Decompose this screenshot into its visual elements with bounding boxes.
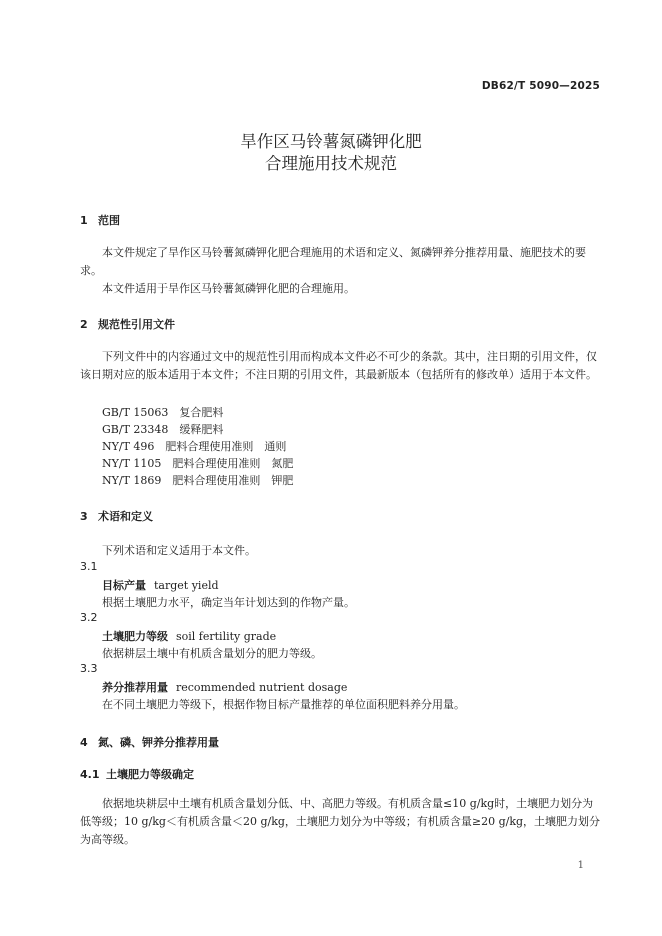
term-entry [102, 679, 347, 695]
term-chinese: 土壤肥力等级 [102, 630, 168, 643]
section-2-paragraph-1: 下列文件中的内容通过文中的规范性引用而构成本文件必不可少的条款。其中，注日期的引用文件，仅该日期对应的版本适用于本文件；不注日期的引用文件，其最新版本（包括所有的修改单）适用于本文件。 [80, 350, 597, 381]
reference-item: NY/T 496 肥料合理使用准则 通则 [102, 440, 287, 453]
reference-item: NY/T 1869 肥料合理使用准则 钾肥 [102, 474, 294, 487]
section-4-paragraph-1: 依据地块耕层中土壤有机质含量划分低、中、高肥力等级。有机质含量≤10 g/kg时，土壤肥力划分为低等级；10 g/kg＜有机质含量＜20 g/kg，土壤肥力划分为中等级；有机质含量≥20 g/kg，土壤肥力划分为高等级。 [80, 797, 601, 846]
subsection-4-1-heading [80, 766, 194, 782]
term-definition: 在不同土壤肥力等级下，根据作物目标产量推荐的单位面积肥料养分用量。 [102, 698, 465, 711]
section-3-intro: 下列术语和定义适用于本文件。 [102, 544, 256, 557]
section-2-heading [80, 316, 175, 332]
term-entry [102, 628, 276, 644]
reference-item: NY/T 1105 肥料合理使用准则 氮肥 [102, 457, 294, 470]
section-1-heading [80, 212, 120, 228]
term-english: soil fertility grade [176, 630, 277, 643]
term-chinese: 目标产量 [102, 579, 146, 592]
term-english: recommended nutrient dosage [176, 681, 348, 694]
term-english: target yield [154, 579, 219, 592]
term-number: 3.3 [80, 662, 98, 675]
reference-item: GB/T 23348 缓释肥料 [102, 423, 224, 436]
section-number: 3 [80, 510, 88, 523]
section-4-heading [80, 734, 219, 750]
document-title-line1: 旱作区马铃薯氮磷钾化肥 [240, 132, 422, 151]
section-3-heading [80, 508, 153, 524]
page-number: 1 [577, 860, 584, 871]
subsection-number: 4.1 [80, 768, 100, 781]
term-number: 3.1 [80, 560, 98, 573]
section-number: 4 [80, 736, 88, 749]
reference-item: GB/T 15063 复合肥料 [102, 406, 224, 419]
subsection-title: 土壤肥力等级确定 [106, 768, 194, 781]
section-title: 范围 [98, 214, 120, 227]
document-title-line2: 合理施用技术规范 [265, 154, 397, 173]
section-1-paragraph-1: 本文件规定了旱作区马铃薯氮磷钾化肥合理施用的术语和定义、氮磷钾养分推荐用量、施肥技术的要求。 [80, 246, 586, 277]
term-definition: 依据耕层土壤中有机质含量划分的肥力等级。 [102, 647, 322, 660]
term-number: 3.2 [80, 611, 98, 624]
term-definition: 根据土壤肥力水平，确定当年计划达到的作物产量。 [102, 596, 355, 609]
standard-code: DB62/T 5090—2025 [481, 80, 600, 92]
section-title: 规范性引用文件 [98, 318, 175, 331]
section-title: 氮、磷、钾养分推荐用量 [98, 736, 219, 749]
section-number: 1 [80, 214, 88, 227]
term-chinese: 养分推荐用量 [102, 681, 168, 694]
section-number: 2 [80, 318, 88, 331]
section-1-paragraph-2: 本文件适用于旱作区马铃薯氮磷钾化肥的合理施用。 [102, 282, 355, 295]
section-title: 术语和定义 [98, 510, 153, 523]
term-entry [102, 577, 219, 593]
